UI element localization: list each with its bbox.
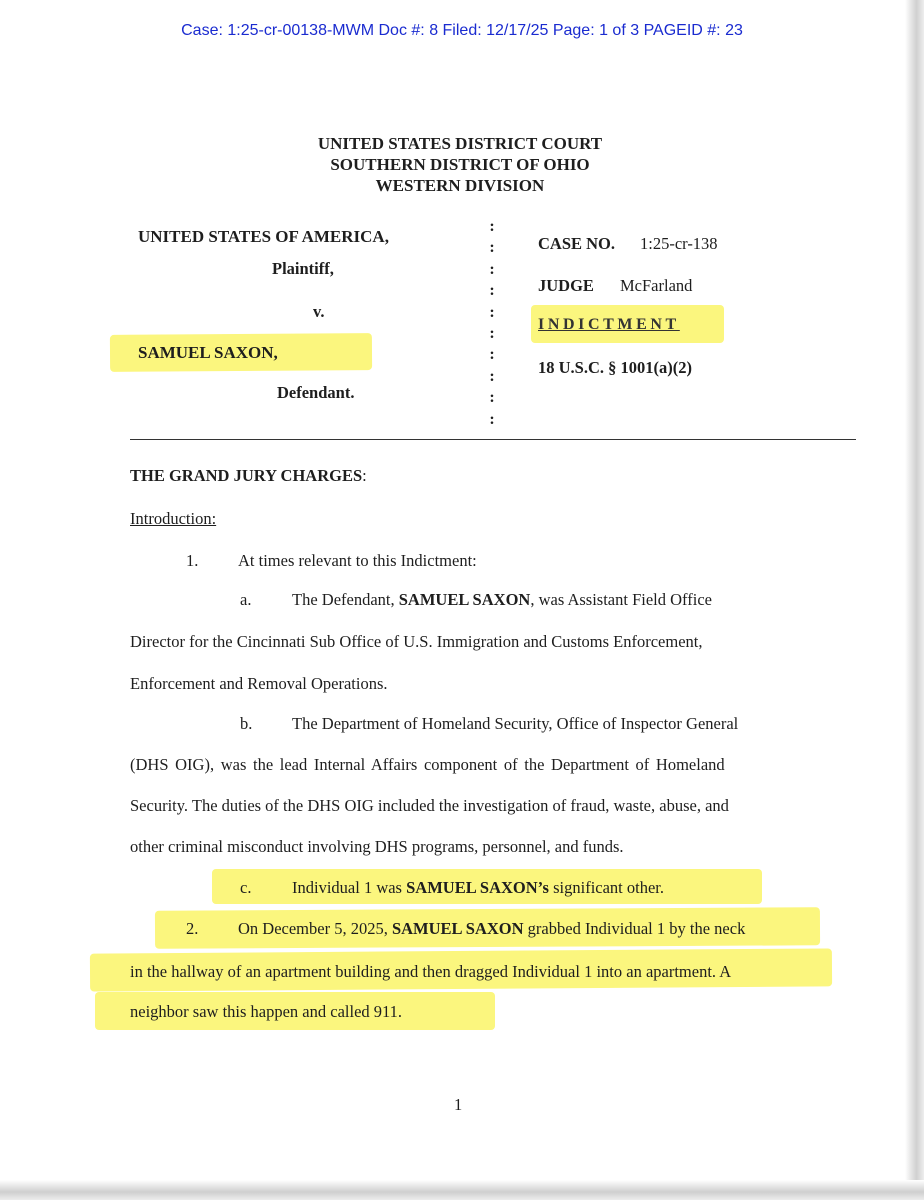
caption-colon: : bbox=[489, 346, 495, 364]
caption-colon: : bbox=[489, 260, 495, 278]
document-type-title: INDICTMENT bbox=[538, 316, 680, 333]
defendant-role: Defendant. bbox=[277, 383, 355, 402]
caption-divider-line bbox=[130, 439, 856, 440]
court-district: SOUTHERN DISTRICT OF OHIO bbox=[330, 155, 590, 174]
caption-colon-divider bbox=[486, 216, 498, 430]
para-a-line-1-pre: The Defendant, bbox=[292, 590, 399, 609]
para-2-line-3: neighbor saw this happen and called 911. bbox=[130, 1002, 403, 1021]
plaintiff-name: UNITED STATES OF AMERICA, bbox=[138, 227, 389, 246]
caption-colon: : bbox=[489, 218, 495, 235]
court-division: WESTERN DIVISION bbox=[375, 176, 545, 195]
para-a-defendant-name: SAMUEL SAXON bbox=[398, 590, 531, 609]
para-2-line-1-post: grabbed Individual 1 by the neck bbox=[523, 919, 746, 938]
page-edge-right bbox=[905, 0, 924, 1200]
para-1-number: 1. bbox=[186, 551, 199, 570]
page-number: 1 bbox=[454, 1095, 463, 1114]
para-b-line-4: other criminal misconduct involving DHS programs, personnel, and funds. bbox=[130, 837, 624, 856]
para-c-letter: c. bbox=[240, 878, 252, 897]
para-2-line-1 bbox=[238, 919, 745, 939]
charges-heading-text: THE GRAND JURY CHARGES bbox=[130, 466, 363, 485]
caption-colon: : bbox=[489, 282, 495, 300]
para-2-line-1-pre: On December 5, 2025, bbox=[238, 919, 392, 938]
plaintiff-role: Plaintiff, bbox=[272, 259, 334, 278]
court-heading bbox=[240, 133, 680, 196]
defendant-name: SAMUEL SAXON, bbox=[138, 343, 278, 362]
case-no-label: CASE NO. bbox=[538, 234, 616, 253]
para-2-line-2: in the hallway of an apartment building and then dragged Individual 1 into an apartment. A bbox=[130, 962, 732, 981]
charges-heading bbox=[130, 466, 367, 486]
para-c-defendant-name: SAMUEL SAXON’s bbox=[406, 878, 549, 897]
case-no-value: 1:25-cr-138 bbox=[640, 234, 718, 253]
para-b-letter: b. bbox=[240, 714, 253, 733]
judge-label: JUDGE bbox=[538, 276, 594, 295]
para-2-number: 2. bbox=[186, 919, 199, 938]
caption-colon: : bbox=[489, 303, 495, 321]
para-a-line-3: Enforcement and Removal Operations. bbox=[130, 674, 388, 693]
statute-citation: 18 U.S.C. § 1001(a)(2) bbox=[538, 358, 692, 377]
para-2-defendant-name: SAMUEL SAXON bbox=[391, 919, 524, 938]
charges-heading-colon: : bbox=[362, 466, 367, 485]
versus: v. bbox=[313, 302, 325, 321]
caption-colon: : bbox=[489, 239, 495, 257]
caption-colon: : bbox=[489, 389, 495, 407]
caption-colon: : bbox=[489, 325, 495, 343]
para-b-line-3: Security. The duties of the DHS OIG included the investigation of fraud, waste, abuse, and bbox=[130, 796, 729, 815]
para-a-letter: a. bbox=[240, 590, 252, 609]
para-c-post: significant other. bbox=[548, 878, 665, 897]
para-a-line-1-post: , was Assistant Field Office bbox=[530, 590, 712, 609]
para-c-pre: Individual 1 was bbox=[292, 878, 407, 897]
ecf-header-stamp: Case: 1:25-cr-00138-MWM Doc #: 8 Filed: 12/17/25 Page: 1 of 3 PAGEID #: 23 bbox=[181, 22, 743, 39]
para-a-line-2: Director for the Cincinnati Sub Office of U.S. Immigration and Customs Enforcement, bbox=[130, 632, 703, 651]
caption-colon: : bbox=[489, 367, 495, 385]
para-b-line-2: (DHS OIG), was the lead Internal Affairs component of the Department of Homeland bbox=[130, 755, 725, 774]
para-1-text: At times relevant to this Indictment: bbox=[238, 551, 477, 570]
judge-value: McFarland bbox=[620, 276, 693, 295]
para-c-text bbox=[292, 878, 664, 898]
caption-colon: : bbox=[489, 410, 495, 428]
court-name: UNITED STATES DISTRICT COURT bbox=[317, 134, 603, 153]
introduction-heading: Introduction: bbox=[130, 509, 217, 528]
para-a-line-1 bbox=[292, 590, 712, 610]
para-b-line-1: The Department of Homeland Security, Office of Inspector General bbox=[292, 714, 739, 733]
page-edge-bottom bbox=[0, 1180, 924, 1200]
